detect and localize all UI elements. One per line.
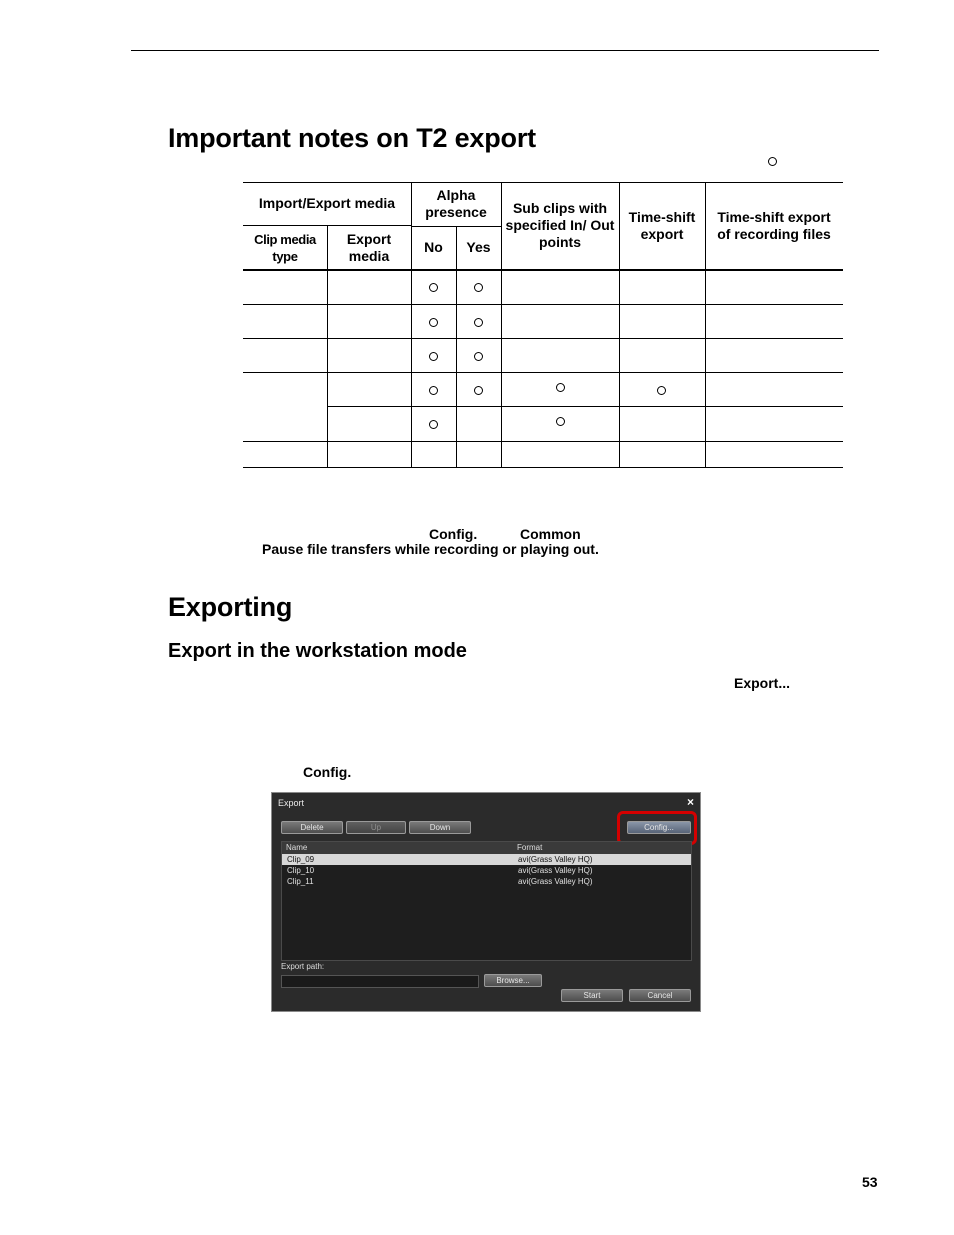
header-yes: Yes: [466, 239, 491, 255]
circle-legend-icon: [768, 157, 777, 166]
supported-mark-icon: [474, 318, 483, 327]
note-config: Config.: [429, 526, 478, 542]
note-pause-transfers: Pause file transfers while recording or playing out.: [262, 541, 599, 557]
down-button[interactable]: Down: [409, 821, 471, 834]
supported-mark-icon: [429, 386, 438, 395]
config-button[interactable]: Config...: [627, 821, 691, 834]
up-button[interactable]: Up: [346, 821, 406, 834]
export-path-label: Export path:: [281, 962, 325, 971]
supported-mark-icon: [474, 386, 483, 395]
supported-mark-icon: [657, 386, 666, 395]
supported-mark-icon: [556, 417, 565, 426]
header-no: No: [424, 239, 443, 255]
list-header: [282, 842, 691, 854]
supported-mark-icon: [474, 283, 483, 292]
clip-list[interactable]: [281, 841, 692, 961]
note-common: Common: [520, 526, 581, 542]
list-item[interactable]: Clip_10 avi(Grass Valley HQ): [287, 866, 593, 875]
header-alpha-presence: Alpha presence: [425, 187, 487, 220]
start-button[interactable]: Start: [561, 989, 623, 1002]
header-time-shift-export: Time-shift export: [628, 208, 696, 242]
top-rule: [131, 50, 879, 51]
section-title-exporting: Exporting: [168, 592, 293, 622]
dialog-title: Export: [278, 798, 305, 808]
header-clip-media-type: Clip media type: [254, 231, 316, 264]
header-sub-clips: Sub clips with specified In/ Out points: [505, 200, 615, 250]
export-dialog: [271, 792, 701, 1012]
delete-button[interactable]: Delete: [281, 821, 343, 834]
section-title-t2-export: Important notes on T2 export: [168, 123, 536, 153]
supported-mark-icon: [429, 420, 438, 429]
column-name: Name: [286, 843, 308, 852]
header-time-shift-recording: Time-shift export of recording files: [717, 208, 831, 242]
supported-mark-icon: [429, 283, 438, 292]
config-highlight: [617, 811, 697, 845]
step-export-label: Export...: [734, 675, 791, 691]
list-item[interactable]: Clip_09 avi(Grass Valley HQ): [282, 854, 691, 865]
supported-mark-icon: [556, 383, 565, 392]
cancel-button[interactable]: Cancel: [629, 989, 691, 1002]
export-path-input[interactable]: [281, 975, 479, 988]
header-export-media: Export media: [346, 230, 392, 264]
column-format: Format: [517, 843, 543, 852]
export-compatibility-table: [243, 182, 843, 468]
subsection-title-workstation: Export in the workstation mode: [168, 640, 467, 662]
supported-mark-icon: [429, 352, 438, 361]
page-number: 53: [862, 1174, 878, 1190]
list-item[interactable]: Clip_11 avi(Grass Valley HQ): [287, 877, 593, 886]
supported-mark-icon: [474, 352, 483, 361]
browse-button[interactable]: Browse...: [484, 974, 542, 987]
supported-mark-icon: [429, 318, 438, 327]
step-config-label: Config.: [303, 764, 352, 780]
close-icon[interactable]: ×: [686, 795, 694, 809]
header-import-export-media: Import/Export media: [258, 195, 396, 211]
